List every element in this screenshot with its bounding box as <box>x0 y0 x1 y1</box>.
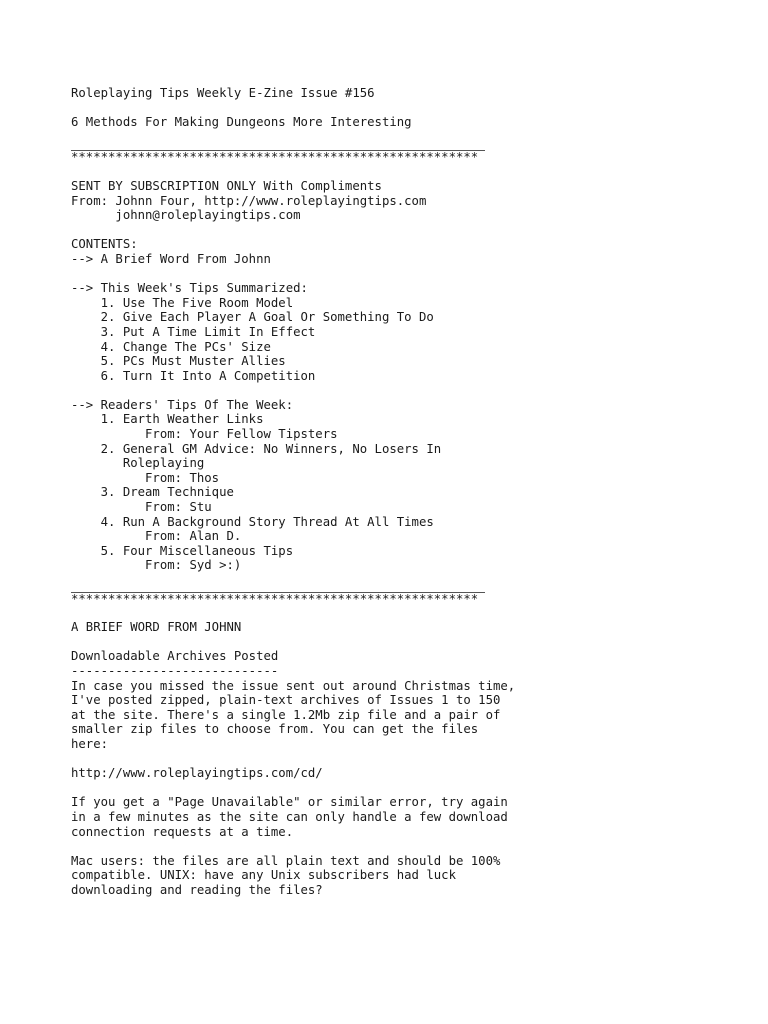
readers-tip-line: From: Thos <box>71 470 220 485</box>
paragraph-line: connection requests at a time. <box>71 824 294 839</box>
blank-line <box>71 573 751 588</box>
blank-line <box>71 839 751 854</box>
readers-tip-line: 3. Dream Technique <box>71 485 234 500</box>
tip-item: 3. Put A Time Limit In Effect <box>71 324 316 339</box>
tip-item: 1. Use The Five Room Model <box>71 295 294 310</box>
blank-line <box>71 752 751 767</box>
readers-tip-line: 4. Run A Background Story Thread At All Times <box>71 514 434 529</box>
paragraph-line: in a few minutes as the site can only handle a few download <box>71 809 508 824</box>
tip-item: 4. Change The PCs' Size <box>71 339 271 354</box>
readers-tip-line: From: Stu <box>71 500 212 515</box>
paragraph-line: downloading and reading the files? <box>71 882 323 897</box>
blank-line <box>71 781 751 796</box>
section-heading: A BRIEF WORD FROM JOHNN <box>71 620 242 635</box>
readers-tip-line: 5. Four Miscellaneous Tips <box>71 543 294 558</box>
tips-heading: --> This Week's Tips Summarized: <box>71 281 308 296</box>
readers-tip-line: From: Syd >:) <box>71 558 242 573</box>
readers-heading: --> Readers' Tips Of The Week: <box>71 397 294 412</box>
blank-line <box>71 635 751 650</box>
paragraph-page-unavailable <box>71 795 751 839</box>
blank-line <box>71 101 751 116</box>
contents-heading: CONTENTS: <box>71 237 138 252</box>
paragraph-archives <box>71 679 751 752</box>
archives-underline: ---------------------------- <box>71 663 279 678</box>
blank-line <box>71 267 751 282</box>
contents-brief-word: --> A Brief Word From Johnn <box>71 251 271 266</box>
blank-line <box>71 130 751 145</box>
paragraph-line: In case you missed the issue sent out around Christmas time, <box>71 678 516 693</box>
document-page <box>71 86 751 897</box>
separator-stars: ******************************************************* <box>71 592 479 606</box>
paragraph-mac-unix <box>71 854 751 898</box>
blank-line <box>71 383 751 398</box>
blank-line <box>71 606 751 621</box>
from-line: From: Johnn Four, http://www.roleplayingtips.com <box>71 193 427 208</box>
subscription-line: SENT BY SUBSCRIPTION ONLY With Compliments <box>71 178 382 193</box>
paragraph-line: If you get a "Page Unavailable" or similar error, try again <box>71 795 508 810</box>
readers-tip-line: 2. General GM Advice: No Winners, No Losers In <box>71 441 442 456</box>
paragraph-line: I've posted zipped, plain-text archives of Issues 1 to 150 <box>71 693 501 708</box>
paragraph-line: Mac users: the files are all plain text and should be 100% <box>71 853 501 868</box>
tips-list <box>71 296 751 384</box>
paragraph-line: smaller zip files to choose from. You can get the files <box>71 722 479 737</box>
separator-stars: ******************************************************* <box>71 151 479 165</box>
tip-item: 6. Turn It Into A Competition <box>71 368 316 383</box>
issue-title: Roleplaying Tips Weekly E-Zine Issue #156 <box>71 86 375 100</box>
issue-subtitle: 6 Methods For Making Dungeons More Interesting <box>71 115 412 130</box>
readers-tip-line: 1. Earth Weather Links <box>71 412 264 427</box>
paragraph-line: compatible. UNIX: have any Unix subscribers had luck <box>71 868 456 883</box>
tip-item: 2. Give Each Player A Goal Or Something To Do <box>71 310 434 325</box>
blank-line <box>71 164 751 179</box>
tip-item: 5. PCs Must Muster Allies <box>71 354 286 369</box>
archives-heading: Downloadable Archives Posted <box>71 649 279 664</box>
archive-url: http://www.roleplayingtips.com/cd/ <box>71 766 323 781</box>
paragraph-line: here: <box>71 736 109 751</box>
email-line: johnn@roleplayingtips.com <box>71 208 301 223</box>
paragraph-line: at the site. There's a single 1.2Mb zip file and a pair of <box>71 707 501 722</box>
readers-tip-line: From: Alan D. <box>71 529 242 544</box>
readers-tips-list <box>71 412 751 573</box>
blank-line <box>71 223 751 238</box>
readers-tip-line: From: Your Fellow Tipsters <box>71 427 338 442</box>
readers-tip-line: Roleplaying <box>71 456 205 471</box>
